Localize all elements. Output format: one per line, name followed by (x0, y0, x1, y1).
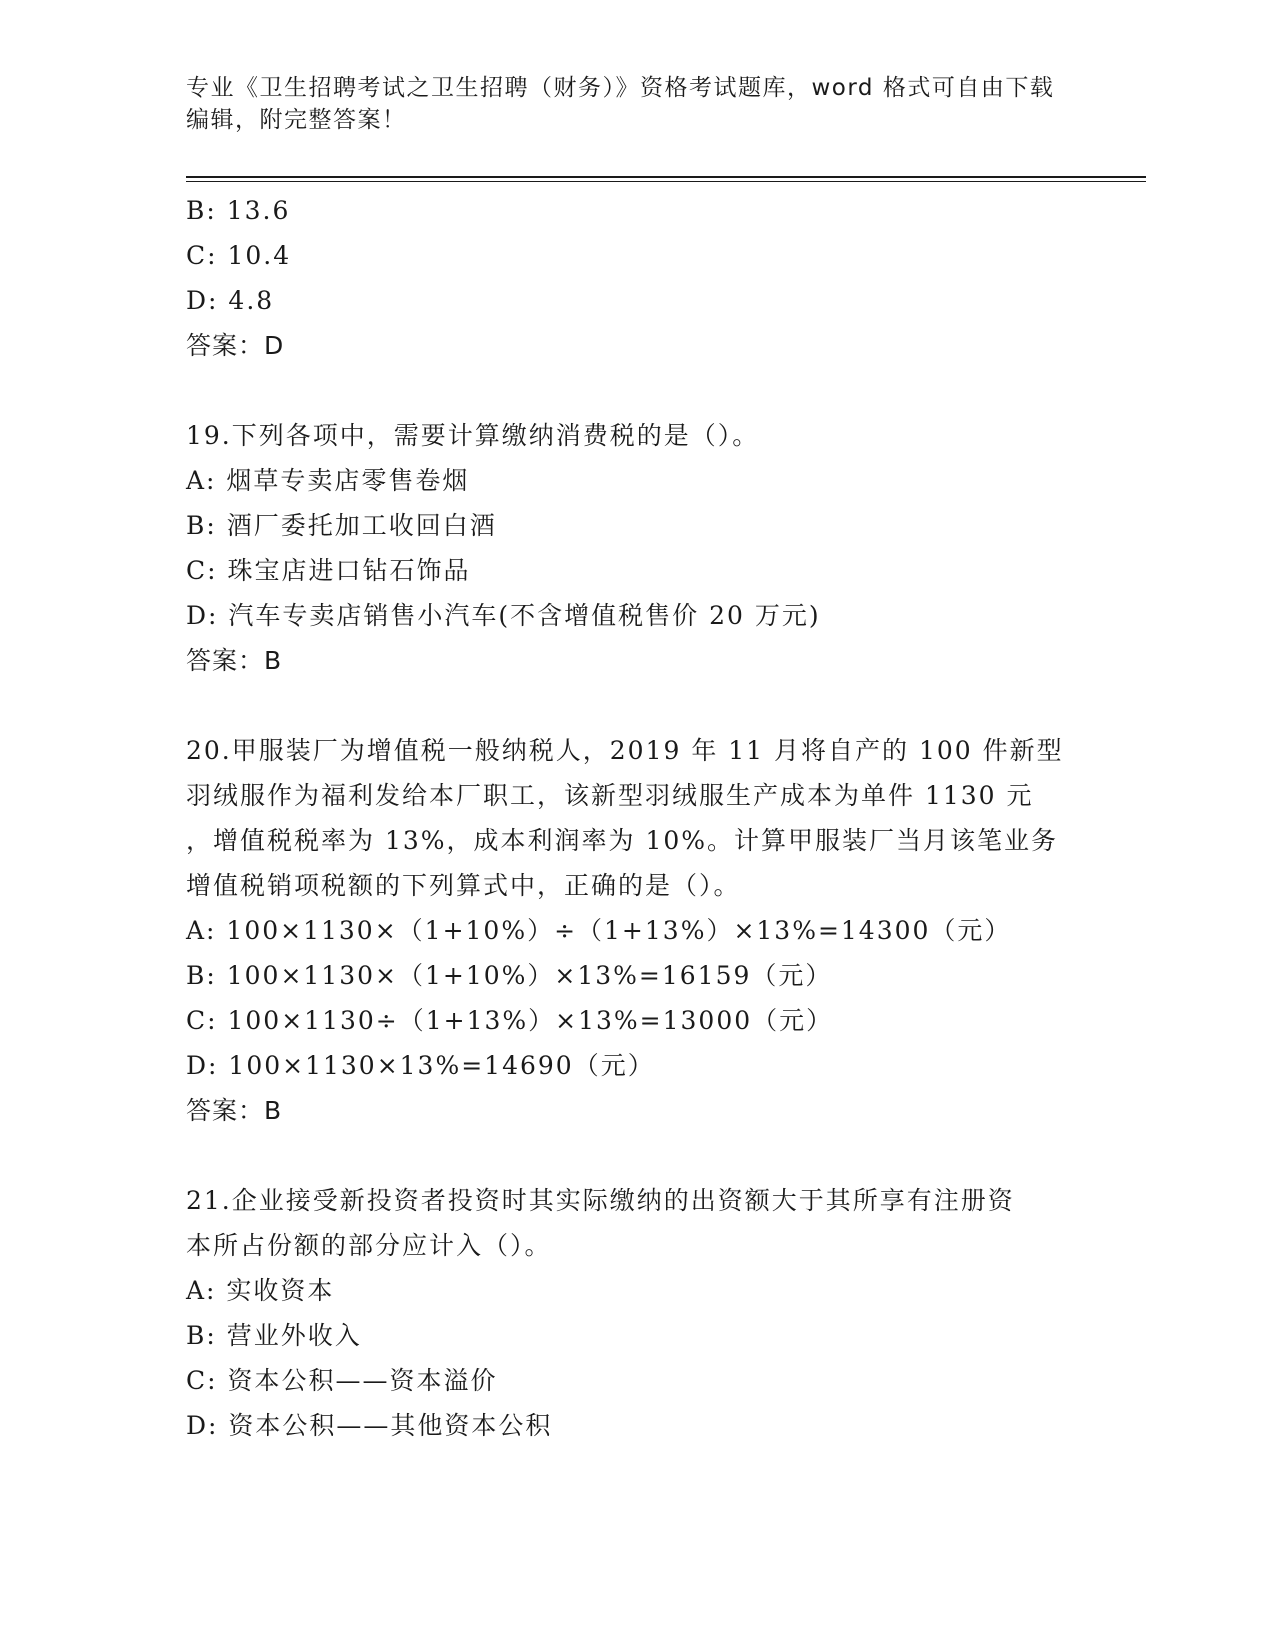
option-c: C: 珠宝店进口钻石饰品 (186, 556, 471, 585)
header-line-2: 编辑，附完整答案！ (186, 107, 407, 133)
option-c: C: 资本公积——资本溢价 (186, 1366, 498, 1395)
question-stem-line: 增值税销项税额的下列算式中，正确的是（）。 (186, 871, 741, 900)
header-line-1: 专业《卫生招聘考试之卫生招聘（财务）》资格考试题库，word 格式可自由下载 (186, 75, 1055, 101)
header-rule-thick (186, 176, 1146, 178)
document-header (186, 72, 1066, 136)
option-d: D: 4.8 (186, 286, 275, 315)
question-20 (186, 728, 1076, 1133)
option-a: A: 烟草专卖店零售卷烟 (186, 466, 470, 495)
answer: 答案：D (186, 331, 285, 360)
spacer (186, 368, 1076, 413)
option-c: C: 100×1130÷（1+13%）×13%=13000（元） (186, 1006, 834, 1035)
option-a: A: 实收资本 (186, 1276, 335, 1305)
option-d: D: 资本公积——其他资本公积 (186, 1411, 553, 1440)
question-list (186, 188, 1076, 1448)
spacer (186, 683, 1076, 728)
option-b: B: 营业外收入 (186, 1321, 362, 1350)
option-b: B: 酒厂委托加工收回白酒 (186, 511, 497, 540)
option-d: D: 100×1130×13%=14690（元） (186, 1051, 655, 1080)
header-rule-thin (186, 181, 1146, 182)
question-stem-line: 20.甲服装厂为增值税一般纳税人，2019 年 11 月将自产的 100 件新型 (186, 736, 1064, 765)
spacer (186, 1133, 1076, 1178)
question-stem-line: 21.企业接受新投资者投资时其实际缴纳的出资额大于其所享有注册资 (186, 1186, 1015, 1215)
question-18 (186, 188, 1076, 368)
question-stem-line: 羽绒服作为福利发给本厂职工，该新型羽绒服生产成本为单件 1130 元 (186, 781, 1034, 810)
question-21 (186, 1178, 1076, 1448)
option-d: D: 汽车专卖店销售小汽车(不含增值税售价 20 万元) (186, 601, 821, 630)
question-stem: 19.下列各项中，需要计算缴纳消费税的是（）。 (186, 421, 760, 450)
answer: 答案：B (186, 646, 283, 675)
question-stem-line: 本所占份额的部分应计入（）。 (186, 1231, 552, 1260)
question-stem-line: ，增值税税率为 13%，成本利润率为 10%。计算甲服装厂当月该笔业务 (186, 826, 1059, 855)
option-b: B: 100×1130×（1+10%）×13%=16159（元） (186, 961, 833, 990)
question-19 (186, 413, 1076, 683)
option-a: A: 100×1130×（1+10%）÷（1+13%）×13%=14300（元） (186, 916, 1012, 945)
answer: 答案：B (186, 1096, 283, 1125)
option-c: C: 10.4 (186, 241, 292, 270)
option-b: B: 13.6 (186, 196, 291, 225)
